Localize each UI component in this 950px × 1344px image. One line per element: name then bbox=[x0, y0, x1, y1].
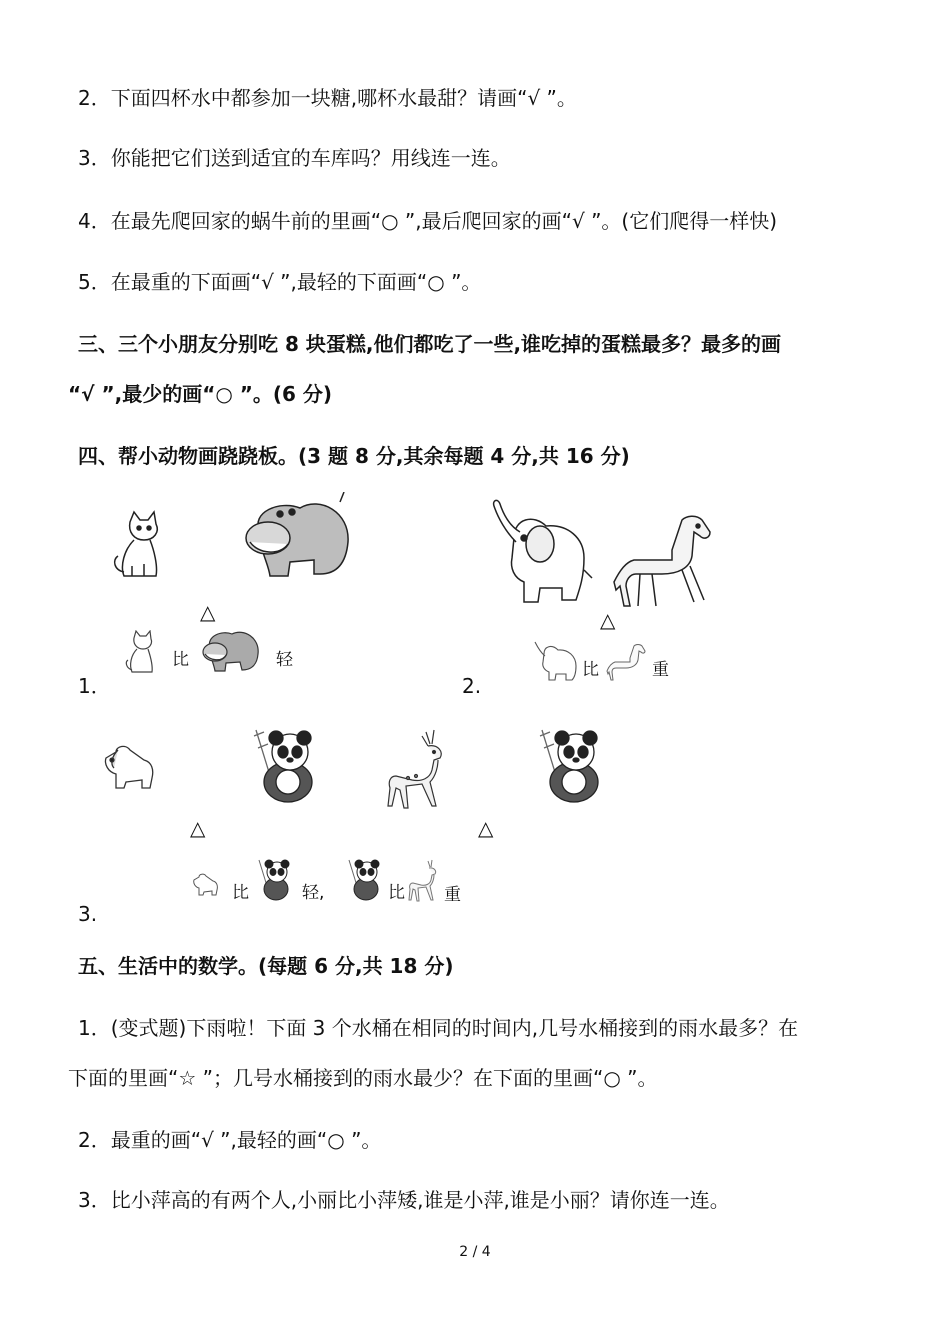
hippo-picture bbox=[240, 492, 360, 582]
small-hippo-icon bbox=[200, 626, 264, 674]
seesaw-2-bi-label: 比 bbox=[582, 660, 599, 680]
seesaw-3-number: 3. bbox=[78, 902, 98, 926]
seesaw-3a-bi-label: 比 bbox=[232, 883, 249, 903]
seesaw-3b-pivot-triangle: △ bbox=[478, 816, 494, 840]
cat-picture bbox=[110, 510, 170, 582]
small-cat-icon bbox=[124, 630, 160, 676]
section-5-question-2: 2．最重的画“√ ”,最轻的画“○ ”。 bbox=[78, 1128, 382, 1152]
small-panda-icon-2 bbox=[346, 856, 382, 902]
seesaw-1-bi-label: 比 bbox=[172, 650, 189, 670]
question-2-line: 2．下面四杯水中都参加一块糖,哪杯水最甜？请画“√ ”。 bbox=[78, 86, 577, 110]
seesaw-3a-qing-label: 轻, bbox=[302, 883, 325, 903]
small-elephant-icon bbox=[532, 640, 578, 682]
section-3-heading-cont: “√ ”,最少的画“○ ”。(6 分) bbox=[68, 382, 333, 406]
seesaw-1-number: 1． bbox=[78, 674, 111, 698]
small-horse-icon bbox=[606, 642, 646, 682]
small-deer-icon bbox=[406, 858, 442, 904]
seesaw-1-qing-label: 轻 bbox=[276, 650, 293, 670]
seesaw-2-number: 2. bbox=[462, 674, 482, 698]
seesaw-3b-bi-label: 比 bbox=[388, 883, 405, 903]
section-3-heading: 三、三个小朋友分别吃 8 块蛋糕,他们都吃了一些,谁吃掉的蛋糕最多？最多的画 bbox=[78, 332, 782, 356]
section-5-question-1: 1．(变式题)下雨啦！下面 3 个水桶在相同的时间内,几号水桶接到的雨水最多？在 bbox=[78, 1016, 799, 1040]
page-number: 2 / 4 bbox=[459, 1244, 491, 1260]
horse-picture bbox=[612, 510, 712, 610]
question-3-line: 3．你能把它们送到适宜的车库吗？用线连一连。 bbox=[78, 146, 511, 170]
panda-picture-2 bbox=[536, 722, 606, 806]
question-5-line: 5．在最重的下面画“√ ”,最轻的下面画“○ ”。 bbox=[78, 270, 482, 294]
question-4-line: 4．在最先爬回家的蜗牛前的里画“○ ”,最后爬回家的画“√ ”。(它们爬得一样快) bbox=[78, 209, 778, 233]
section-4-heading: 四、帮小动物画跷跷板。(3 题 8 分,其余每题 4 分,共 16 分) bbox=[78, 444, 630, 468]
section-5-heading: 五、生活中的数学。(每题 6 分,共 18 分) bbox=[78, 954, 454, 978]
section-5-question-3: 3．比小萍高的有两个人,小丽比小萍矮,谁是小萍,谁是小丽？请你连一连。 bbox=[78, 1188, 730, 1212]
small-panda-icon bbox=[256, 856, 292, 902]
seesaw-3a-pivot-triangle: △ bbox=[190, 816, 206, 840]
section-5-question-1-cont: 下面的里画“☆ ”；几号水桶接到的雨水最少？在下面的里画“○ ”。 bbox=[68, 1066, 658, 1090]
seesaw-2-pivot-triangle: △ bbox=[600, 608, 616, 632]
seesaw-2-zhong-label: 重 bbox=[652, 660, 669, 680]
elephant-picture bbox=[484, 498, 594, 608]
dog-picture bbox=[98, 742, 158, 792]
panda-picture bbox=[250, 722, 320, 806]
deer-picture bbox=[382, 726, 452, 810]
seesaw-3b-zhong-label: 重 bbox=[444, 885, 461, 905]
small-dog-icon bbox=[190, 872, 220, 898]
seesaw-1-pivot-triangle: △ bbox=[200, 600, 216, 624]
